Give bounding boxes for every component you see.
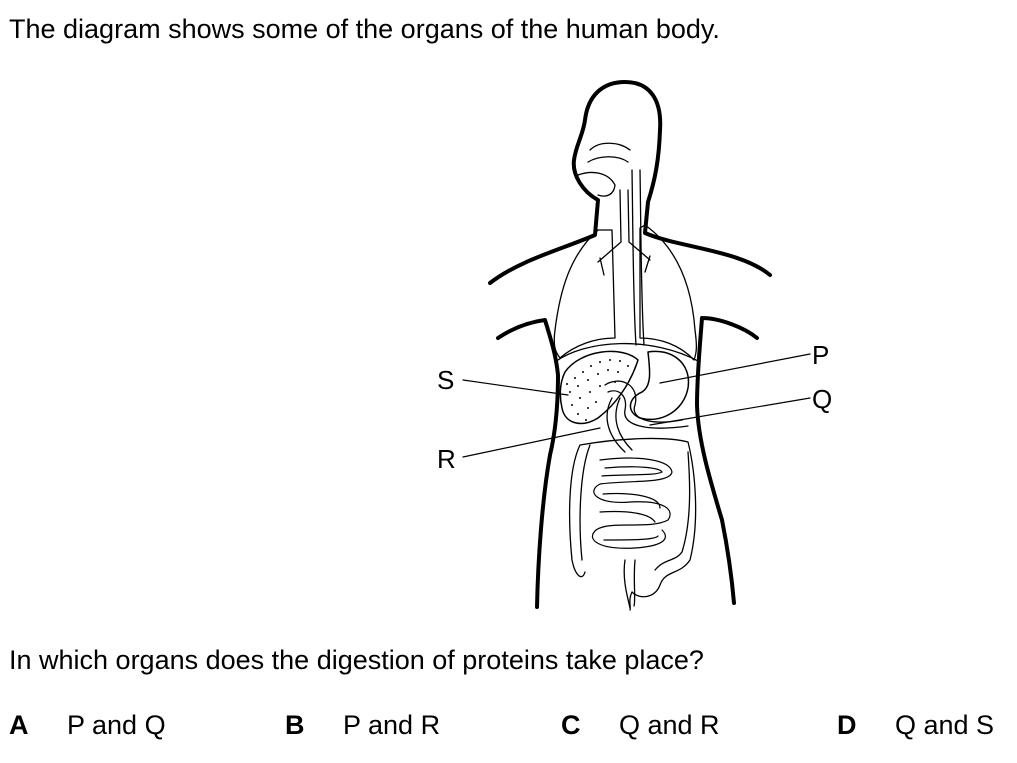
option-d-text: Q and S [895,710,995,740]
label-r: R [437,444,456,474]
label-q: Q [812,384,833,414]
oesophagus [632,170,644,345]
option-b-letter: B [285,710,305,740]
small-intestine [592,458,672,548]
option-a[interactable] [9,710,166,741]
question-text: In which organs does the digestion of proteins take place? [9,645,704,675]
option-c-text: Q and R [619,710,720,740]
label-s: S [437,365,455,395]
intro-text: The diagram shows some of the organs of the human body. [9,14,720,44]
option-d[interactable] [837,710,994,741]
leader-line-s [463,380,568,395]
body-outline [490,82,770,607]
leader-line-r [463,428,600,457]
option-a-letter: A [9,710,29,740]
option-b-text: P and R [343,710,441,740]
large-intestine [570,438,696,610]
option-b[interactable] [285,710,440,741]
trachea [598,190,650,275]
label-p: P [812,340,830,370]
option-c-letter: C [561,710,581,740]
leader-line-p [660,354,810,383]
liver-stipple [566,359,629,421]
option-d-letter: D [837,710,857,740]
option-c[interactable] [561,710,720,741]
stomach [630,351,688,419]
option-a-text: P and Q [67,710,166,740]
